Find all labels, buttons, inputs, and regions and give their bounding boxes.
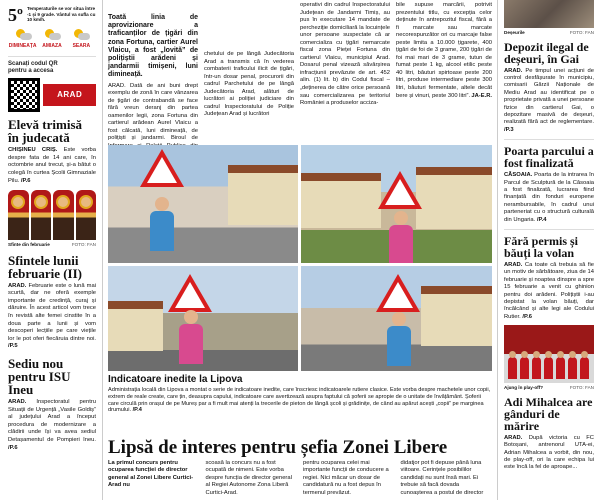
- qr-row: [8, 78, 96, 112]
- story-place: CHIȘINEU CRIȘ.: [8, 147, 58, 154]
- story-title[interactable]: Sfintele lunii februarie (II): [8, 252, 83, 281]
- saint-icon: [53, 190, 74, 240]
- right-column: [497, 0, 600, 500]
- story-text: Pe timpul unei acțiuni de control desfășurate în municipiu, comisarii Gărzii Naționale de Mediu Arad au identificat pe o proprietate privată a unei persoane fizice din cartierul Gai, o depozitare masivă de deșeuri, realizată fără act de reglementare.: [504, 67, 594, 126]
- weather-text: Temperaturile se vor situa între -1 și 9 grade. Vântul va sufla cu 10 km/h.: [26, 6, 96, 23]
- story-ref: /P.6: [20, 177, 31, 184]
- qr-line-2: pentru a accesa: [8, 68, 54, 75]
- article-text: ARAD. Dată de ani buni drept exemplu de zonă în care vânzarea de țigări de contrabandă se face fără vreun deranj din partea oamenilor legii, zona Fortuna din cartierul arădean Aurel Vlaicu a fost călcată, luni dimineață, de polițiști și jandarmi. Biroul de: [108, 82, 198, 142]
- divider: [504, 139, 594, 140]
- photo-child-sign[interactable]: [301, 145, 492, 263]
- caption-body: [108, 387, 492, 414]
- sun-cloud-icon: [72, 29, 90, 41]
- story-body: [504, 68, 594, 135]
- bottom-text: scoasă la concurs nu a fost ocupată de nimeni. Este vorba despre funcția de director general al Regiei Autonome Zona Liberă Curtici-Arad.: [205, 460, 292, 496]
- story-place: CĂSOAIA.: [504, 172, 533, 179]
- story-body: [504, 172, 594, 224]
- article-column-3: operativi din cadrul Inspectoratului Județean de Jandarmi Timiș, au pus în executare 14 mandate de percheziție domiciliară la locuințele unor persoane suspectate că ar comercializa cu țigări nemarcate fiscal zona Pieței Fortuna din cartierul Vlaicu, municipiul Arad. Dosarul penal vizează săvârșirea infracțiunii prevăzute de art. 452 alin. (1) lit. b) din Codul fiscal – „deținerea de către orice persoană sau comercializarea pe teritoriul României a produselor acciza-: [300, 2, 390, 107]
- article-column-1: [108, 14, 198, 158]
- weather-day-label: AMIAZA: [42, 43, 62, 49]
- caption-text: Sfinte din februarie: [8, 242, 50, 248]
- weather-noon: [37, 29, 66, 50]
- bottom-text: didatjor pot fi depuse până luna viitoare. Cerințele posibililor candidați nu sunt însă mari. Ei trebuie să facă dovada cunoașterea a postul de director: [400, 460, 484, 496]
- caption-ref: /P.4: [132, 407, 142, 414]
- bottom-lead: La primul concurs pentru ocuparea funcției de director general al Zonei Libere Curtici-Arad nu: [108, 460, 194, 489]
- divider: [504, 229, 594, 230]
- story-place: ARAD.: [504, 67, 523, 74]
- story-title[interactable]: Adi Mihalcea are gânduri de mărire: [504, 394, 593, 433]
- story-text: După victoria cu FC Botoșani, antrenorul UTA-ei, Adrian Mihalcea a vorbit, din nou, de play-off, ori la care echipa lui este încă la fel de aproape...: [504, 434, 594, 471]
- caption-text: Ajung în play-off?: [504, 385, 544, 391]
- story-place: ARAD.: [504, 262, 523, 268]
- story-body: [8, 283, 96, 351]
- article-lead: Toată linia de aprovizionare a traficanților de țigări din zona Fortuna, cartier Aurel Vlaicu, a fost „lovită” de polițiștii arădeni și jandarmii timișeni, luni dimineață.: [108, 14, 198, 79]
- qr-text: [8, 61, 96, 75]
- weather-box: [8, 6, 96, 24]
- warning-sign-icon: [140, 149, 184, 187]
- weather-days: [8, 29, 96, 50]
- image-caption: [504, 30, 594, 36]
- image-caption: [8, 242, 96, 248]
- child-figure: [179, 324, 203, 364]
- story-ref: /P.5: [8, 343, 18, 350]
- photo-credit: FOTO: FAN: [569, 30, 594, 35]
- warning-sign-icon: [168, 274, 212, 312]
- football-photo[interactable]: [504, 325, 594, 383]
- child-figure: [150, 211, 174, 251]
- bottom-text: pentru ocuparea celei mai importante funcții de conducere a regiei. Nici măcar un dosar de candidatură nu a fost depus în termenul prevăzut.: [303, 460, 389, 496]
- qr-code-icon[interactable]: [8, 78, 40, 112]
- image-caption: [504, 385, 594, 391]
- story-place: ARAD.: [8, 282, 27, 289]
- story-body: [504, 262, 594, 321]
- sun-cloud-icon: [43, 29, 61, 41]
- weather-evening: [67, 29, 96, 50]
- story-title[interactable]: Depozit ilegal de deșeuri, în Gai: [504, 39, 589, 66]
- story-body: [504, 435, 594, 472]
- story-text: Inspectoratul pentru Situații de Urgență „Vasile Goldiș” al județului Arad a început procedura de modernizare a clădirii unde își va avea sediul Detașamentul de Pompieri Ineu.: [8, 399, 96, 443]
- saint-icon: [76, 190, 97, 240]
- weather-morning: [8, 29, 37, 50]
- story-title[interactable]: Poarta parcului a fost finalizată: [504, 144, 594, 171]
- waste-photo[interactable]: [504, 0, 594, 28]
- photo-child-sign[interactable]: [108, 266, 298, 371]
- headline[interactable]: Lipsă de interes pentru șefia Zonei Libere: [108, 437, 448, 458]
- article-column-4: [396, 2, 492, 100]
- child-figure: [389, 225, 413, 263]
- caption-text: Deșeurile: [504, 30, 525, 35]
- photo-child-sign[interactable]: [108, 145, 298, 263]
- story-place: ARAD.: [504, 434, 523, 441]
- photo-grid: [108, 145, 492, 371]
- sun-cloud-icon: [14, 29, 32, 41]
- story-body: [8, 147, 96, 185]
- bottom-article: [108, 460, 492, 497]
- story-text: Poarta de la intrarea în Parcul de Sculptură de la Căsoaia a fost finalizată, lucrarea fiind finanțată din fonduri europene nerambursabile, în cadrul unui parteneriat cu o structură culturală din Ungaria.: [504, 172, 594, 223]
- story-body: [8, 399, 96, 452]
- story-title[interactable]: Sediu nou pentru ISU Ineu: [8, 356, 71, 397]
- photo-child-sign[interactable]: [301, 266, 492, 371]
- story-ref: /P.6: [522, 313, 532, 320]
- arad-logo: ARAD: [43, 84, 96, 106]
- left-column: [0, 0, 103, 500]
- article-column-2: chetului de pe lângă Judecătoria Arad a transmis că în vederea combaterii traficului ilicit de țigări, într-un dosar penal, procurorii din cadrul Parchetului de pe lângă Judecătoria Arad, alături de lucrători ai poliției judiciare din cadrul Inspectoratului de Poliție Județean Arad și lucrători: [204, 51, 294, 118]
- story-ref: /P.4: [536, 216, 547, 223]
- article-author: JA-E.R.: [471, 92, 492, 99]
- weather-day-label: SEARA: [72, 43, 91, 49]
- story-ref: /P.3: [504, 126, 514, 133]
- photo-credit: FOTO: FAN: [71, 242, 96, 248]
- story-ref: /P.6: [8, 444, 18, 451]
- qr-line-1: Scanați codul QR: [8, 61, 58, 68]
- caption-text: Administrația locală din Lipova a montat o serie de indicatoare inedite, care înscriesc indicatoarele rutiere clasice. Este vorba despre machetele unor copii, extrem de reale create, care țin, deasupra capului, indicatoare care avertizează asupra faptului că șoferii se apropie de o unitate de învățământ. Șoferii care circulă prin orașul de pe Mureș par a fi mult mai atenți la trecerile de pieton de lângă școli și grădinițe, de când au apărut acești „copii” pe marginea drumului.: [108, 387, 491, 414]
- story-title[interactable]: Elevă trimisă în judecată: [8, 117, 83, 146]
- story-text: Este vorba despre fata de 14 ani care, în octombrie anul trecut, și-a bătut o colegă în curtea Școlii Gimnaziale Pilu.: [8, 147, 96, 184]
- weather-temperature: 5º: [8, 5, 23, 25]
- photo-credit: FOTO: FAN: [569, 385, 594, 391]
- warning-sign-icon: [376, 274, 420, 312]
- story-title[interactable]: Fără permis și băuți la volan: [504, 234, 578, 260]
- story-text: Ca toate că trebuia să fie un motiv de sărbătoare, ziua de 14 februarie și noaptea dinspre a spre 15 februarie a venit cu ghinion pentru doi arădeni. Polițiștii i-au depistat la volan băuți, dar încălcând și alte legi ale Codului Rutier.: [504, 262, 594, 320]
- warning-sign-icon: [378, 171, 422, 209]
- saint-icon: [31, 190, 52, 240]
- caption-title[interactable]: Indicatoare inedite la Lipova: [108, 374, 243, 385]
- saints-image: [8, 190, 96, 240]
- child-figure: [387, 326, 411, 366]
- saint-icon: [8, 190, 29, 240]
- story-place: ARAD.: [8, 399, 27, 405]
- photo-caption: [108, 374, 492, 414]
- article-text: bile supuse marcării, potrivit prezentului titlu, cu excepția celor deținute în antrepozitul fiscal, fără a fi marcate sau marcate necorespunzător ori cu marcaje false peste limita a 10.000 țigarete, 400 țigări de foi de 3 grame, 200 țigări de foi mai mari de 3 grame, tutun de fumat peste 1 kg, alcool etilic peste 40 litri, băuturi spirtoase peste 200 litri, produse intermediare peste 300 litri, băuturi fermentate, altele decât bere și vinuri, peste 300 litri”.: [396, 2, 492, 99]
- weather-day-label: DIMINEAȚA: [8, 43, 37, 49]
- story-text: Februarie este o lună mai scurtă, dar ne oferă exemple importante de credință, curaj și dăruire. În acest articol vom trece în revistă alte femei cinstite în a doua parte a lunii și vom descoperi lecțiile pe care viețile lor le pot oferi fiecăruia dintre noi.: [8, 282, 96, 342]
- qr-box: [8, 56, 96, 112]
